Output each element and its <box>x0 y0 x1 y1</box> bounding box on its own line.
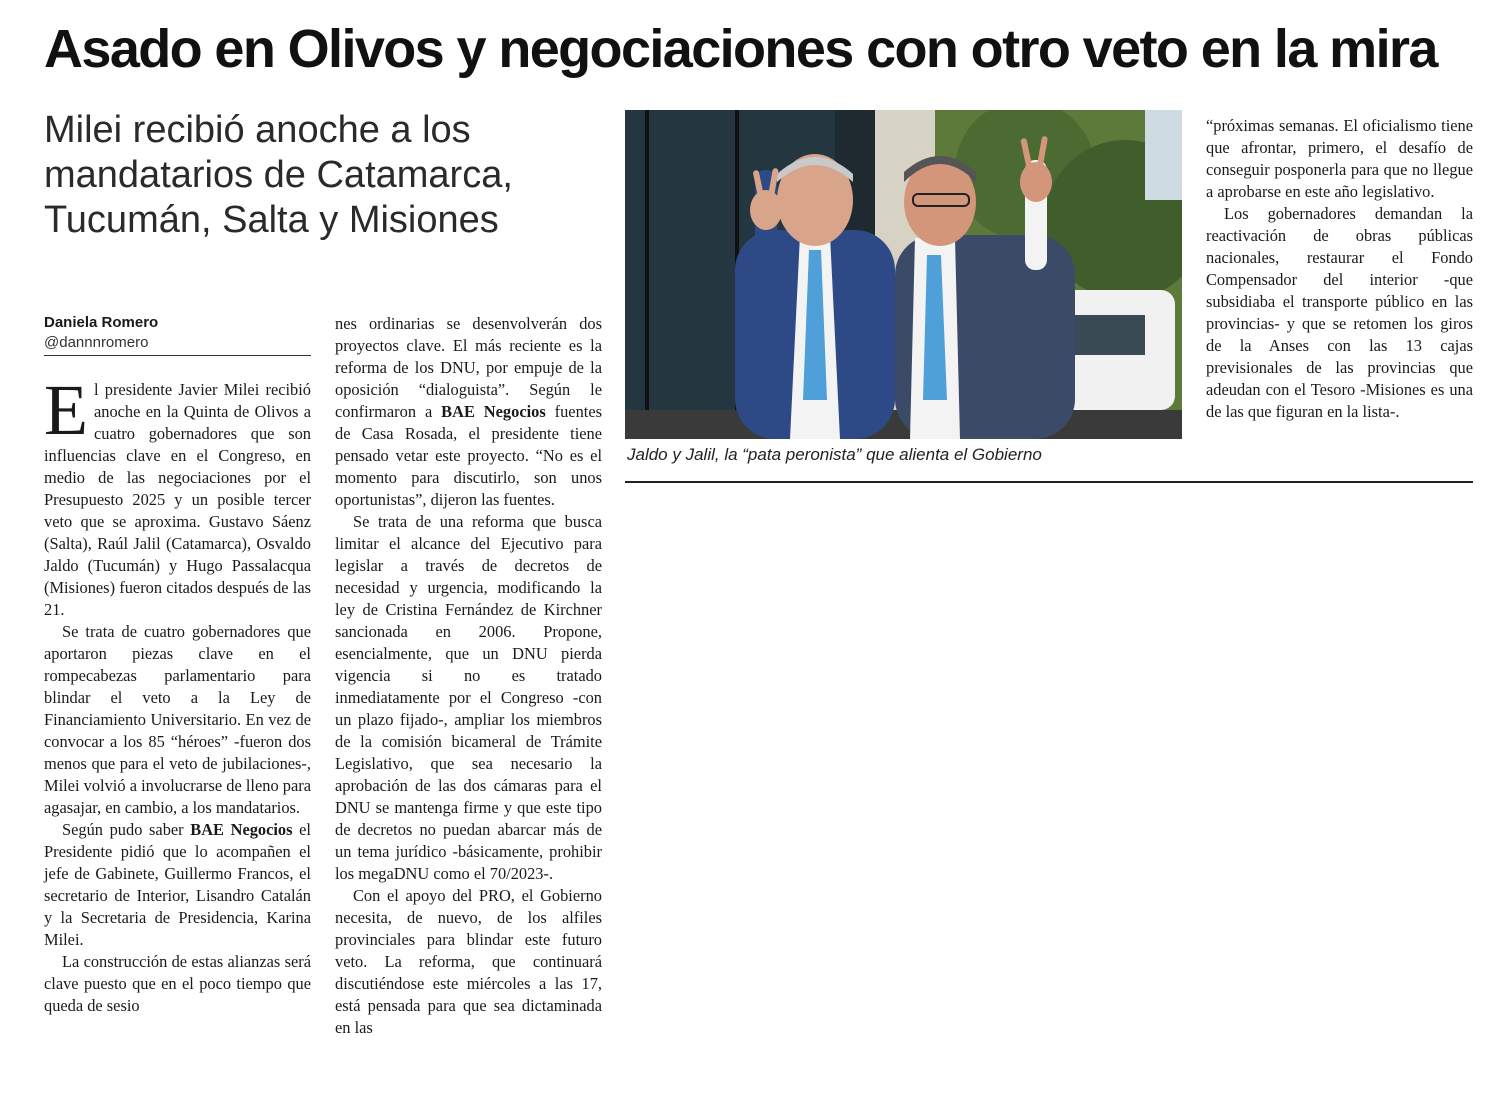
article-photo <box>625 110 1182 439</box>
paragraph: Se trata de cuatro gobernadores que aportaron piezas clave en el rompecabezas parlamentario para blindar el veto a la Ley de Financiamiento Universitario. En vez de convocar a los 85 “héroes” -fueron dos menos que para el veto de jubilaciones-, Milei volvió a involucrarse de lleno para agasajar, en cambio, a los mandatarios. <box>44 622 311 817</box>
brand-name: BAE Negocios <box>190 820 293 839</box>
article-column-1 <box>44 370 311 1017</box>
window-frame <box>645 110 649 439</box>
subheadline: Milei recibió anoche a los mandatarios de Catamarca, Tucumán, Salta y Misiones <box>44 109 513 241</box>
drop-cap: E <box>44 370 88 450</box>
article-column-3 <box>1206 115 1473 423</box>
paragraph: La construcción de estas alianzas será clave puesto que en el poco tiempo que queda de sesio <box>44 952 311 1015</box>
author-handle: @dannnromero <box>44 334 149 351</box>
byline <box>44 313 311 356</box>
paragraph: nes ordinarias se desenvolverán dos proyectos clave. El más reciente es la reforma de los DNU, por empuje de la oposición “dialoguista”. Según le confirmaron a BAE Negocios fuentes de Casa Rosada, el presidente tiene pensado vetar este proyecto. “No es el momento para discutirlo, son unos oportunistas”, dijeron las fuentes. <box>335 314 602 509</box>
headline: Asado en Olivos y negociaciones con otro veto en la mira <box>44 19 1437 79</box>
brand-name: BAE Negocios <box>441 402 546 421</box>
hand <box>750 190 782 230</box>
photo-caption: Jaldo y Jalil, la “pata peronista” que alienta el Gobierno <box>627 445 1042 464</box>
author-name: Daniela Romero <box>44 314 159 331</box>
section-divider <box>625 481 1473 483</box>
paragraph: “próximas semanas. El oficialismo tiene que afrontar, primero, el desafío de conseguir posponerla para que no llegue a aprobarse en este año legislativo. <box>1206 116 1473 201</box>
hand <box>1020 162 1052 202</box>
paragraph: Según pudo saber BAE Negocios el Presidente pidió que lo acompañen el jefe de Gabinete, Guillermo Francos, el secretario de Interior, Lisandro Catalán y la Secretaria de Presidencia, Karina Milei. <box>44 820 311 949</box>
article-column-2 <box>335 313 602 1039</box>
paragraph: Con el apoyo del PRO, el Gobierno necesita, de nuevo, de los alfiles provinciales para blindar este futuro veto. La reforma, que continuará discutiéndose este miércoles a las 17, está pensada para que sea dictaminada en las <box>335 886 602 1037</box>
sky <box>1145 110 1182 200</box>
governors-photo-illustration <box>625 110 1182 439</box>
paragraph: Los gobernadores demandan la reactivación de obras públicas nacionales, restaurar el Fondo Compensador del interior -que subsidiaba el transporte público en las provincias- y que se retomen los giros de la Anses con las 13 cajas previsionales de las provincias que adeudan con el Tesoro -Misiones es una de las que figuran en la lista-. <box>1206 204 1473 421</box>
paragraph: El presidente Javier Milei recibió anoche en la Quinta de Olivos a cuatro gobernadores que son influencias clave en el Congreso, en medio de las negociaciones por el Presupuesto 2025 y un posible tercer veto que se aproxima. Gustavo Sáenz (Salta), Raúl Jalil (Catamarca), Osvaldo Jaldo (Tucumán) y Hugo Passalacqua (Misiones) fueron citados después de las 21. <box>44 370 311 619</box>
paragraph: Se trata de una reforma que busca limitar el alcance del Ejecutivo para legislar a través de decretos de necesidad y urgencia, modificando la ley de Cristina Fernández de Kirchner sancionada en 2006. Propone, esencialmente, que un DNU pierda vigencia si no es tratado inmediatamente por el Congreso -con un plazo fijado-, ampliar los miembros de la comisión bicameral de Trámite Legislativo, que sea necesario la aprobación de las dos cámaras para el DNU se mantenga firme y que este tipo de decretos no puedan abarcar más de un tema jurídico -básicamente, prohibir los megaDNU como el 70/2023-. <box>335 512 602 883</box>
